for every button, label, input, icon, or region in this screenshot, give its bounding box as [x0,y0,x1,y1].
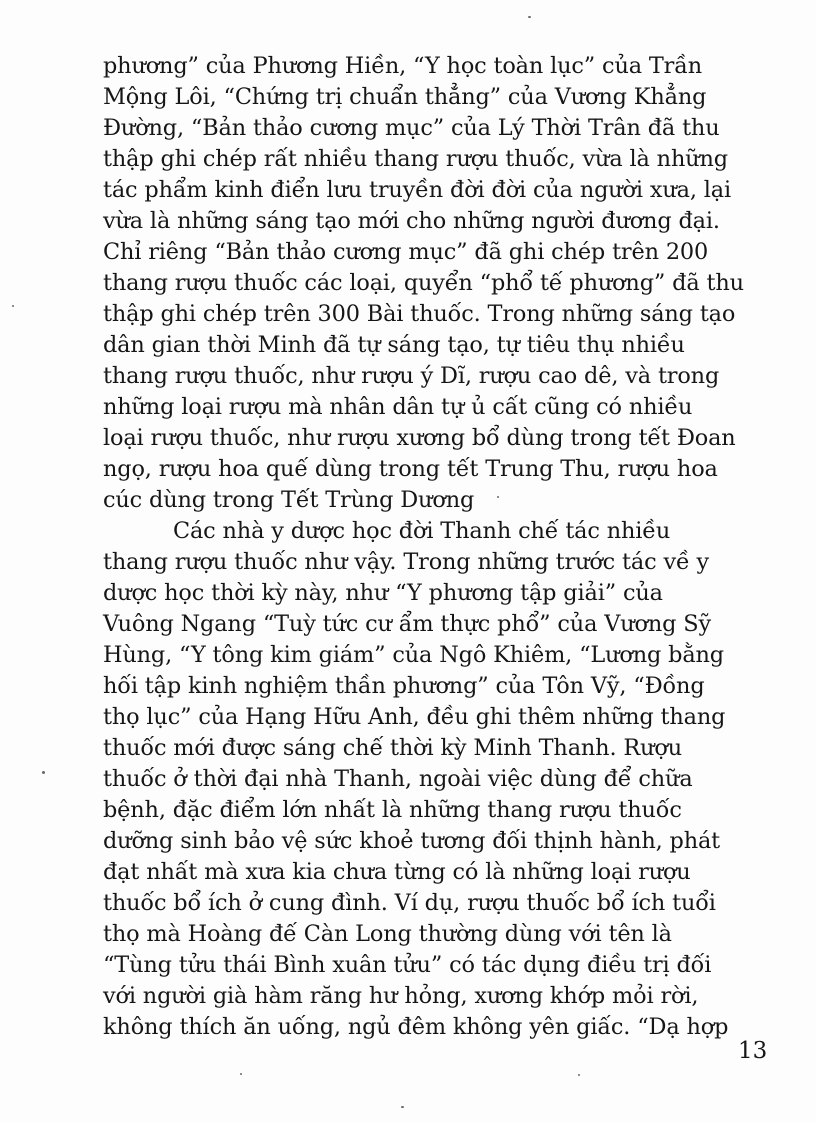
text-line: “Tùng tửu thái Bình xuân tửu” có tác dụng điều trị đối [103,952,712,978]
text-line: thang rượu thuốc như vậy. Trong những trước tác về y [103,549,710,575]
text-line: với người già hàm răng hư hỏng, xương khớp mỏi rời, [103,983,699,1009]
text-line: thang rượu thuốc các loại, quyển “phổ tế phương” đã thu [103,270,744,296]
text-line: vừa là những sáng tạo mới cho những người đương đại. [103,208,720,234]
text-line: thọ mà Hoàng đế Càn Long thường dùng với tên là [103,921,672,947]
text-line: Chỉ riêng “Bản thảo cương mục” đã ghi chép trên 200 [103,239,709,265]
text-line: dân gian thời Minh đã tự sáng tạo, tự tiêu thụ nhiều [103,332,685,358]
text-line: Mộng Lôi, “Chứng trị chuẩn thẳng” của Vương Khẳng [103,84,707,110]
text-line: loại rượu thuốc, như rượu xương bổ dùng trong tết Đoan [103,425,736,451]
text-line: thuốc ở thời đại nhà Thanh, ngoài việc dùng để chữa [103,766,693,792]
body-text [103,51,775,1043]
text-line: dưỡng sinh bảo vệ sức khoẻ tương đối thịnh hành, phát [103,828,721,854]
text-line: đạt nhất mà xưa kia chưa từng có là những loại rượu [103,859,691,885]
text-line: Đường, “Bản thảo cương mục” của Lý Thời Trân đã thu [103,115,720,141]
text-line: những loại rượu mà nhân dân tự ủ cất cũng có nhiều [103,394,693,420]
text-line: ngọ, rượu hoa quế dùng trong tết Trung Thu, rượu hoa [103,456,718,482]
text-line: bệnh, đặc điểm lớn nhất là những thang rượu thuốc [103,797,682,823]
scan-speck [240,1073,242,1075]
paragraph-first-line: Các nhà y dược học đời Thanh chế tác nhiều [173,518,671,544]
text-line: thọ lục” của Hạng Hữu Anh, đều ghi thêm những thang [103,704,726,730]
page-number: 13 [738,1038,768,1064]
text-line: thập ghi chép trên 300 Bài thuốc. Trong những sáng tạo [103,301,736,327]
text-line: thuốc mới được sáng chế thời kỳ Minh Thanh. Rượu [103,735,682,761]
text-line: cúc dùng trong Tết Trùng Dương [103,487,475,513]
scan-speck [42,771,45,774]
text-line: hối tập kinh nghiệm thần phương” của Tôn Vỹ, “Đồng [103,673,705,699]
text-line: thập ghi chép rất nhiều thang rượu thuốc, vừa là những [103,146,728,172]
text-line: tác phẩm kinh điển lưu truyền đời đời của người xưa, lại [103,177,731,203]
text-line: Hùng, “Y tông kim giám” của Ngô Khiêm, “Lương bằng [103,642,724,668]
text-line: không thích ăn uống, ngủ đêm không yên giấc. “Dạ hợp [103,1014,729,1040]
scan-speck [497,496,499,498]
scan-speck [578,1074,580,1076]
text-line: dược học thời kỳ này, như “Y phương tập giải” của [103,580,663,606]
text-line: Vuông Ngang “Tuỳ tức cư ẩm thực phổ” của Vương Sỹ [103,611,711,637]
text-line: phương” của Phương Hiền, “Y học toàn lục” của Trần [103,53,703,79]
scan-speck [401,1106,404,1108]
text-line: thang rượu thuốc, như rượu ý Dĩ, rượu cao dê, và trong [103,363,720,389]
scan-speck [12,305,14,307]
text-line: thuốc bổ ích ở cung đình. Ví dụ, rượu thuốc bổ ích tuổi [103,890,716,916]
scan-speck [528,16,531,18]
